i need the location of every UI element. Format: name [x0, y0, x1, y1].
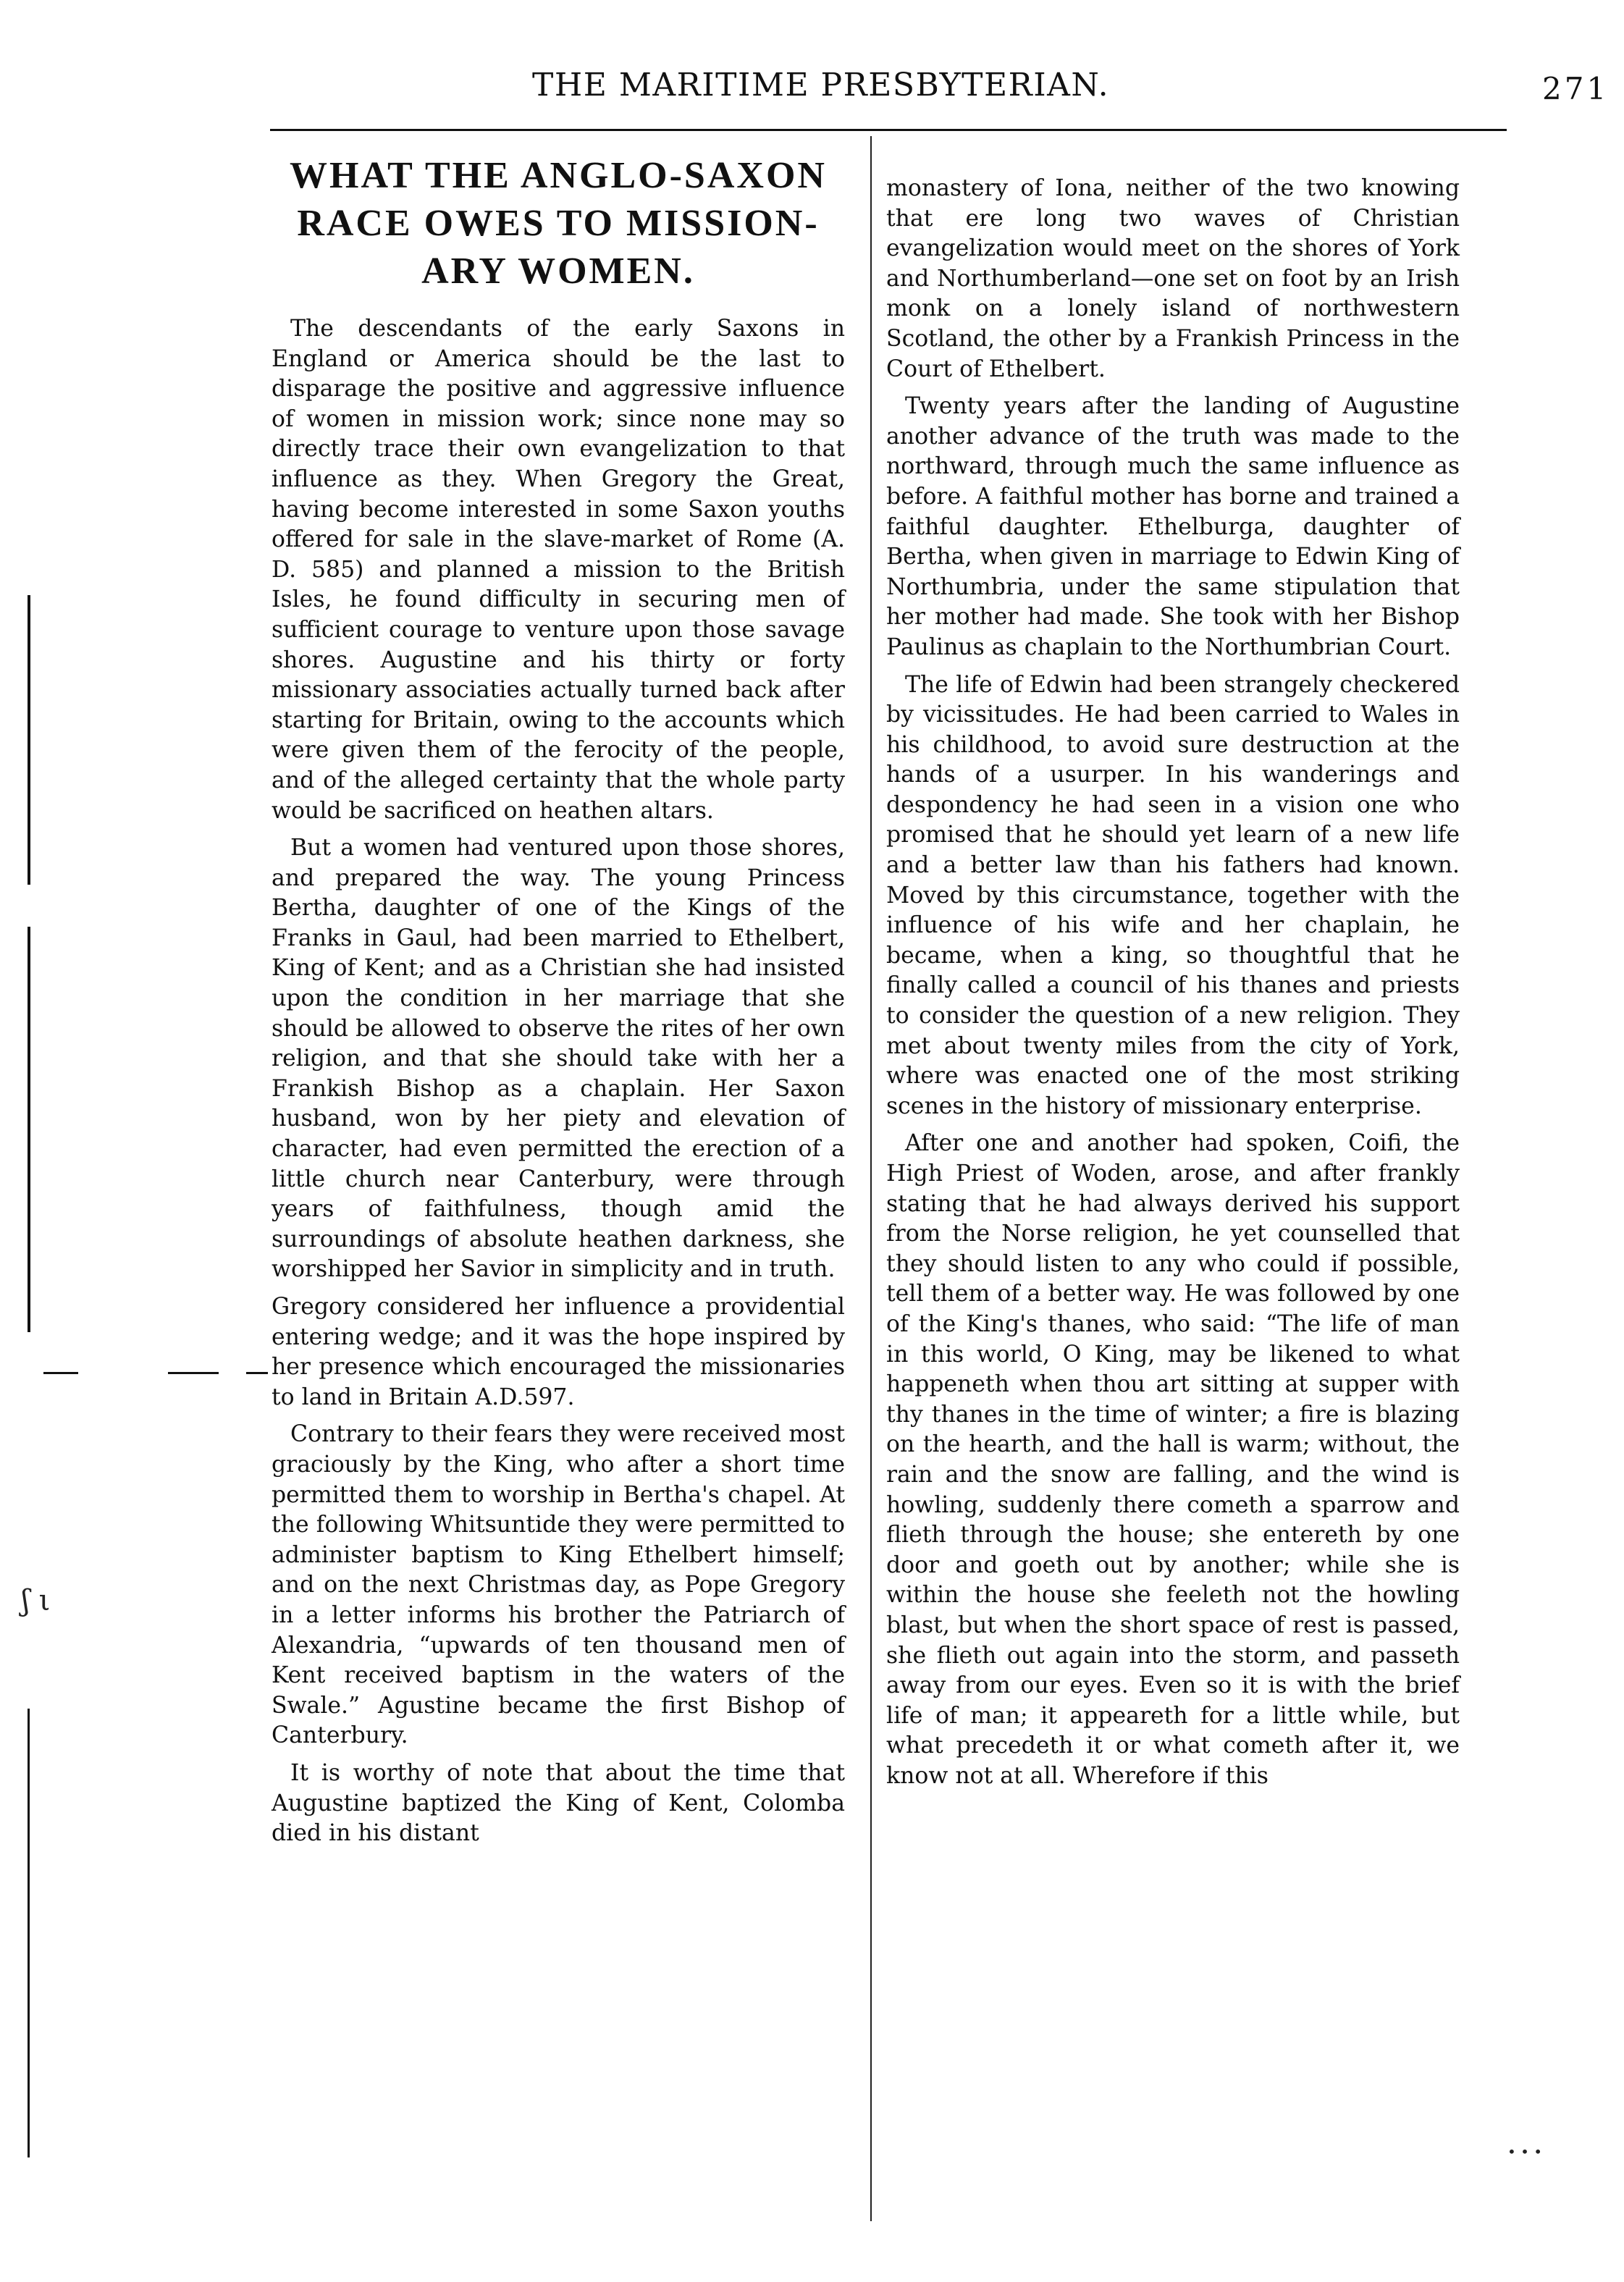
paragraph: Contrary to their fears they were received most graciously by the King, who after a short time permitted them to worship in Bertha's chapel. At the following Whitsuntide they were permitted to administer baptism to King Ethelbert himself; and on the next Christmas day, as Pope Gregory in a letter informs his brother the Patriarch of Alexandria, “upwards of ten thousand men of Kent received baptism in the waters of the Swale.” Agustine became the first Bishop of Canterbury. [272, 1421, 845, 1749]
column-divider [870, 136, 872, 2221]
paragraph: The life of Edwin had been strangely checkered by vicissitudes. He had been carried to Wales in his childhood, to avoid sure destruction at the hands of a usurper. In his wanderings and despondency he had seen in a vision one who promised that he should yet learn of a new life and a better law than his fathers had known. Moved by this circumstance, together with the influence of his wife and her chaplain, he became, when a king, so thoughtful that he finally called a council of his thanes and priests to consider the question of a new religion. They met about twenty miles from the city of York, where was enacted one of the most striking scenes in the history of missionary enterprise. [886, 671, 1460, 1119]
margin-line-low [28, 1709, 30, 2157]
article-headline: WHAT THE ANGLO-SAXON RACE OWES TO MISSION- ARY WOMEN. [290, 155, 827, 292]
paragraph: Gregory considered her influence a providential entering wedge; and it was the hope inspired by her presence which encouraged the missionaries to land in Britain A.D.597. [272, 1294, 845, 1410]
paragraph: The descendants of the early Saxons in England or America should be the last to disparage the positive and aggressive influence of women in mission work; since none may so directly trace their own evangelization to that influence as they. When Gregory the Great, having become interested in some Saxon youths offered for sale in the slave-market of Rome (A. D. 585) and planned a mission to the British Isles, he found difficulty in securing men of sufficient courage to venture upon those savage shores. Augustine and his thirty or forty missionary associaties actually turned back after starting for Britain, owing to the accounts which were given them of the ferocity of the people, and of the alleged certainty that the whole party would be sacrificed on heathen altars. [272, 316, 845, 824]
header-rule [270, 129, 1507, 131]
right-edge-dots: • • • [1507, 2143, 1543, 2160]
margin-glyph: ʃ ι [22, 1584, 51, 1617]
right-column [886, 174, 1460, 1791]
page-number: 271 [1542, 71, 1610, 106]
paragraph: monastery of Iona, neither of the two knowing that ere long two waves of Christian evangelization would meet on the shores of York and Northumberland—one set on foot by an Irish monk on a lonely island of northwestern Scotland, the other by a Frankish Princess in the Court of Ethelbert. [886, 175, 1460, 382]
paragraph: It is worthy of note that about the time that Augustine baptized the King of Kent, Colomba died in his distant [272, 1759, 845, 1847]
margin-line-top [28, 595, 30, 885]
margin-dash-1 [43, 1372, 78, 1374]
running-title: THE MARITIME PRESBYTERIAN. [532, 67, 1110, 104]
paragraph: After one and another had spoken, Coifi, the High Priest of Woden, arose, and after frankly stating that he had always derived his support from the Norse religion, he yet counselled that they should listen to any who could if possible, tell them of a better way. He was followed by one of the King's thanes, who said: “The life of man in this world, O King, may be likened to what happeneth when thou art sitting at supper with thy thanes in the time of winter; a fire is blazing on the hearth, and the hall is warm; without, the rain and the snow are falling, and the wind is howling, suddenly there cometh a sparrow and flieth through the house; she entereth by one door and goeth out by another; while she is within the house she feeleth not the howling blast, but when the short space of rest is passed, she flieth out again into the storm, and passeth away from our eyes. Even so it is with the brief life of man; it appeareth for a little while, but what precedeth it or what cometh after it, we know not at all. Wherefore if this [886, 1130, 1460, 1789]
paragraph: Twenty years after the landing of Augustine another advance of the truth was made to the northward, through much the same influence as before. A faithful mother has borne and trained a faithful daughter. Ethelburga, daughter of Bertha, when given in marriage to Edwin King of Northumbria, under the same stipulation that her mother had made. She took with her Bishop Paulinus as chaplain to the Northumbrian Court. [886, 393, 1460, 660]
margin-dash-3 [246, 1372, 268, 1374]
margin-dash-2 [168, 1372, 219, 1374]
left-column [272, 142, 845, 1849]
margin-line-mid [28, 927, 30, 1332]
paragraph: But a women had ventured upon those shores, and prepared the way. The young Princess Bertha, daughter of one of the Kings of the Franks in Gaul, had been married to Ethelbert, King of Kent; and as a Christian she had insisted upon the condition in her marriage that she should be allowed to observe the rites of her own religion, and that she should take with her a Frankish Bishop as a chaplain. Her Saxon husband, won by her piety and elevation of character, had even permitted the erection of a little church near Canterbury, were through years of faithfulness, though amid the surroundings of absolute heathen darkness, she worshipped her Savior in simplicity and in truth. [272, 835, 845, 1283]
